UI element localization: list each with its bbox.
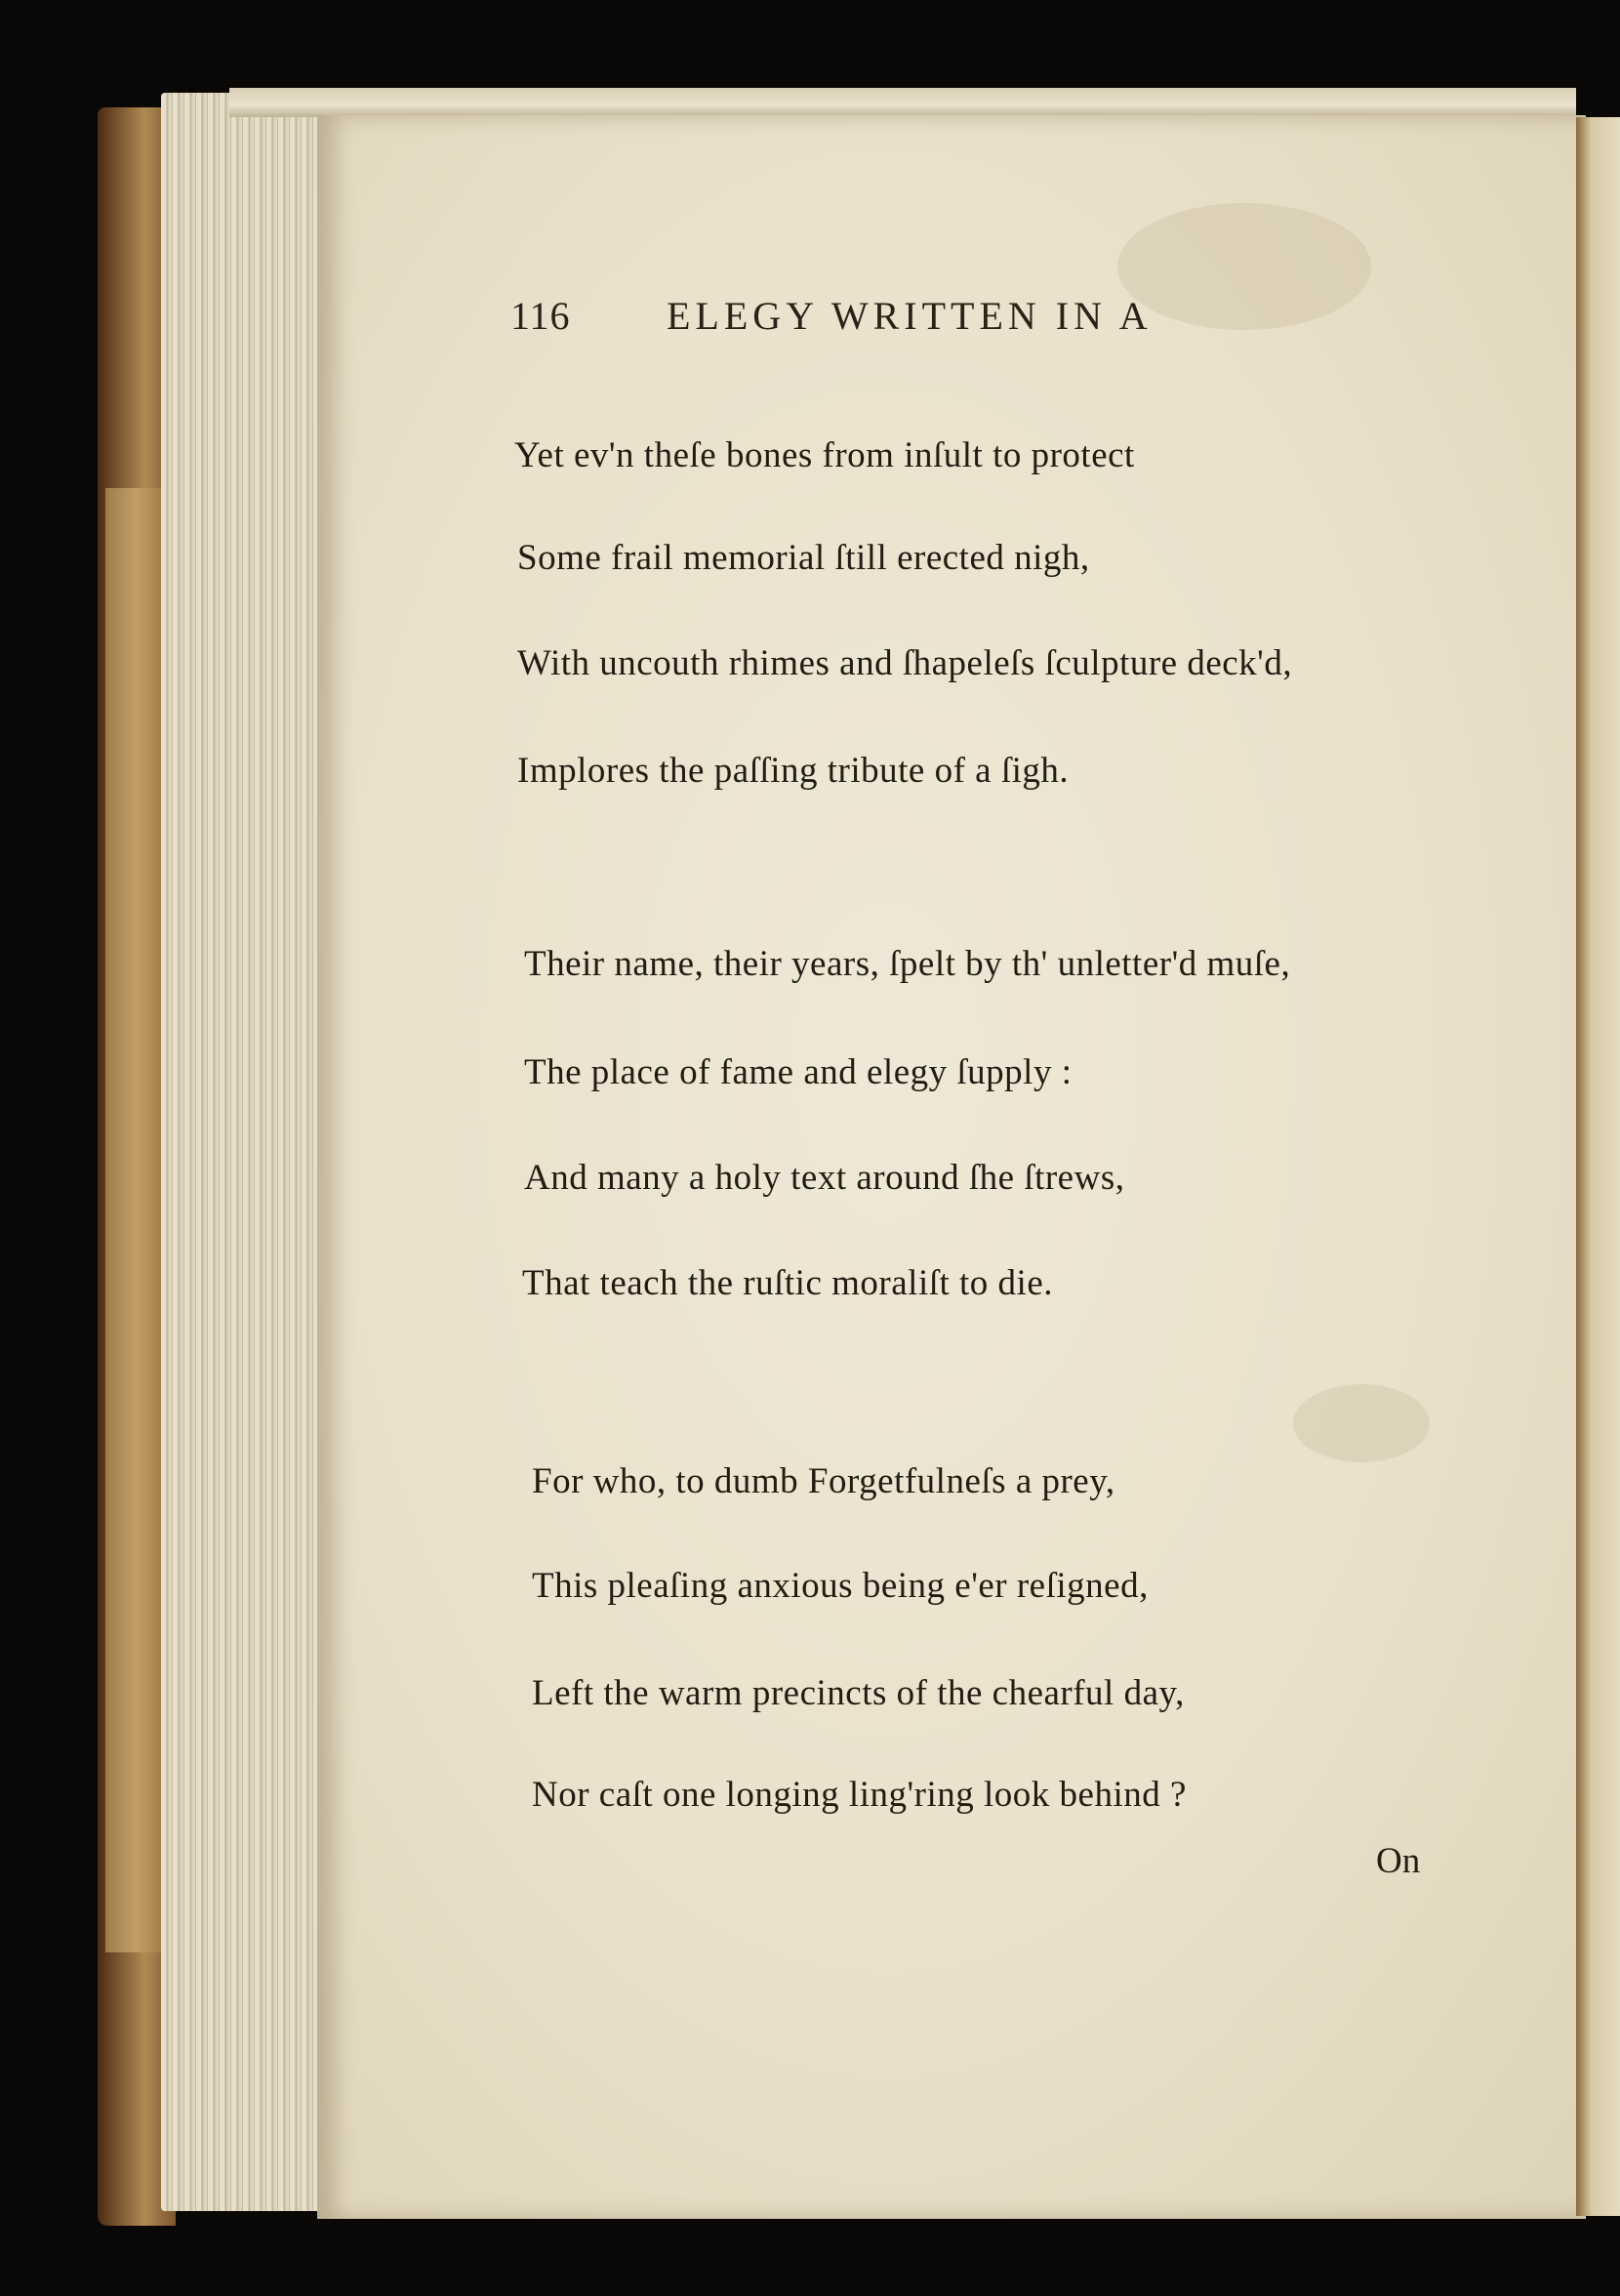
binding-leather-patch [105,488,166,1952]
verse-line: Implores the paſſing tribute of a ſigh. [517,751,1070,791]
verse-line: For who, to dumb Forgetfulneſs a prey, [532,1461,1115,1501]
verse-line: Nor caſt one longing ling'ring look behind ? [532,1775,1187,1815]
verse-line: Some frail memorial ſtill erected nigh, [517,538,1090,578]
verse-line: Yet ev'n theſe bones from inſult to protect [514,435,1135,475]
paper-stain [1117,203,1371,330]
verse-line: Left the warm precincts of the chearful day, [532,1673,1185,1713]
verse-line: This pleaſing anxious being e'er reſigned, [532,1566,1149,1606]
running-title: ELEGY WRITTEN IN A [667,294,1153,338]
verse-line: With uncouth rhimes and ſhapeleſs ſculpture deck'd, [517,643,1293,683]
facing-page-edge [1576,117,1620,2216]
verse-line: And many a holy text around ſhe ſtrews, [524,1158,1125,1198]
verse-line: That teach the ruſtic moraliſt to die. [522,1263,1054,1303]
catchword: On [1376,1841,1421,1881]
page-number: 116 [510,294,571,338]
running-head [510,293,1153,339]
paper-stain [1293,1384,1430,1462]
verse-line: The place of fame and elegy ſupply : [524,1052,1073,1092]
verse-line: Their name, their years, ſpelt by th' unletter'd muſe, [524,944,1291,984]
page-top-edge [229,88,1576,117]
